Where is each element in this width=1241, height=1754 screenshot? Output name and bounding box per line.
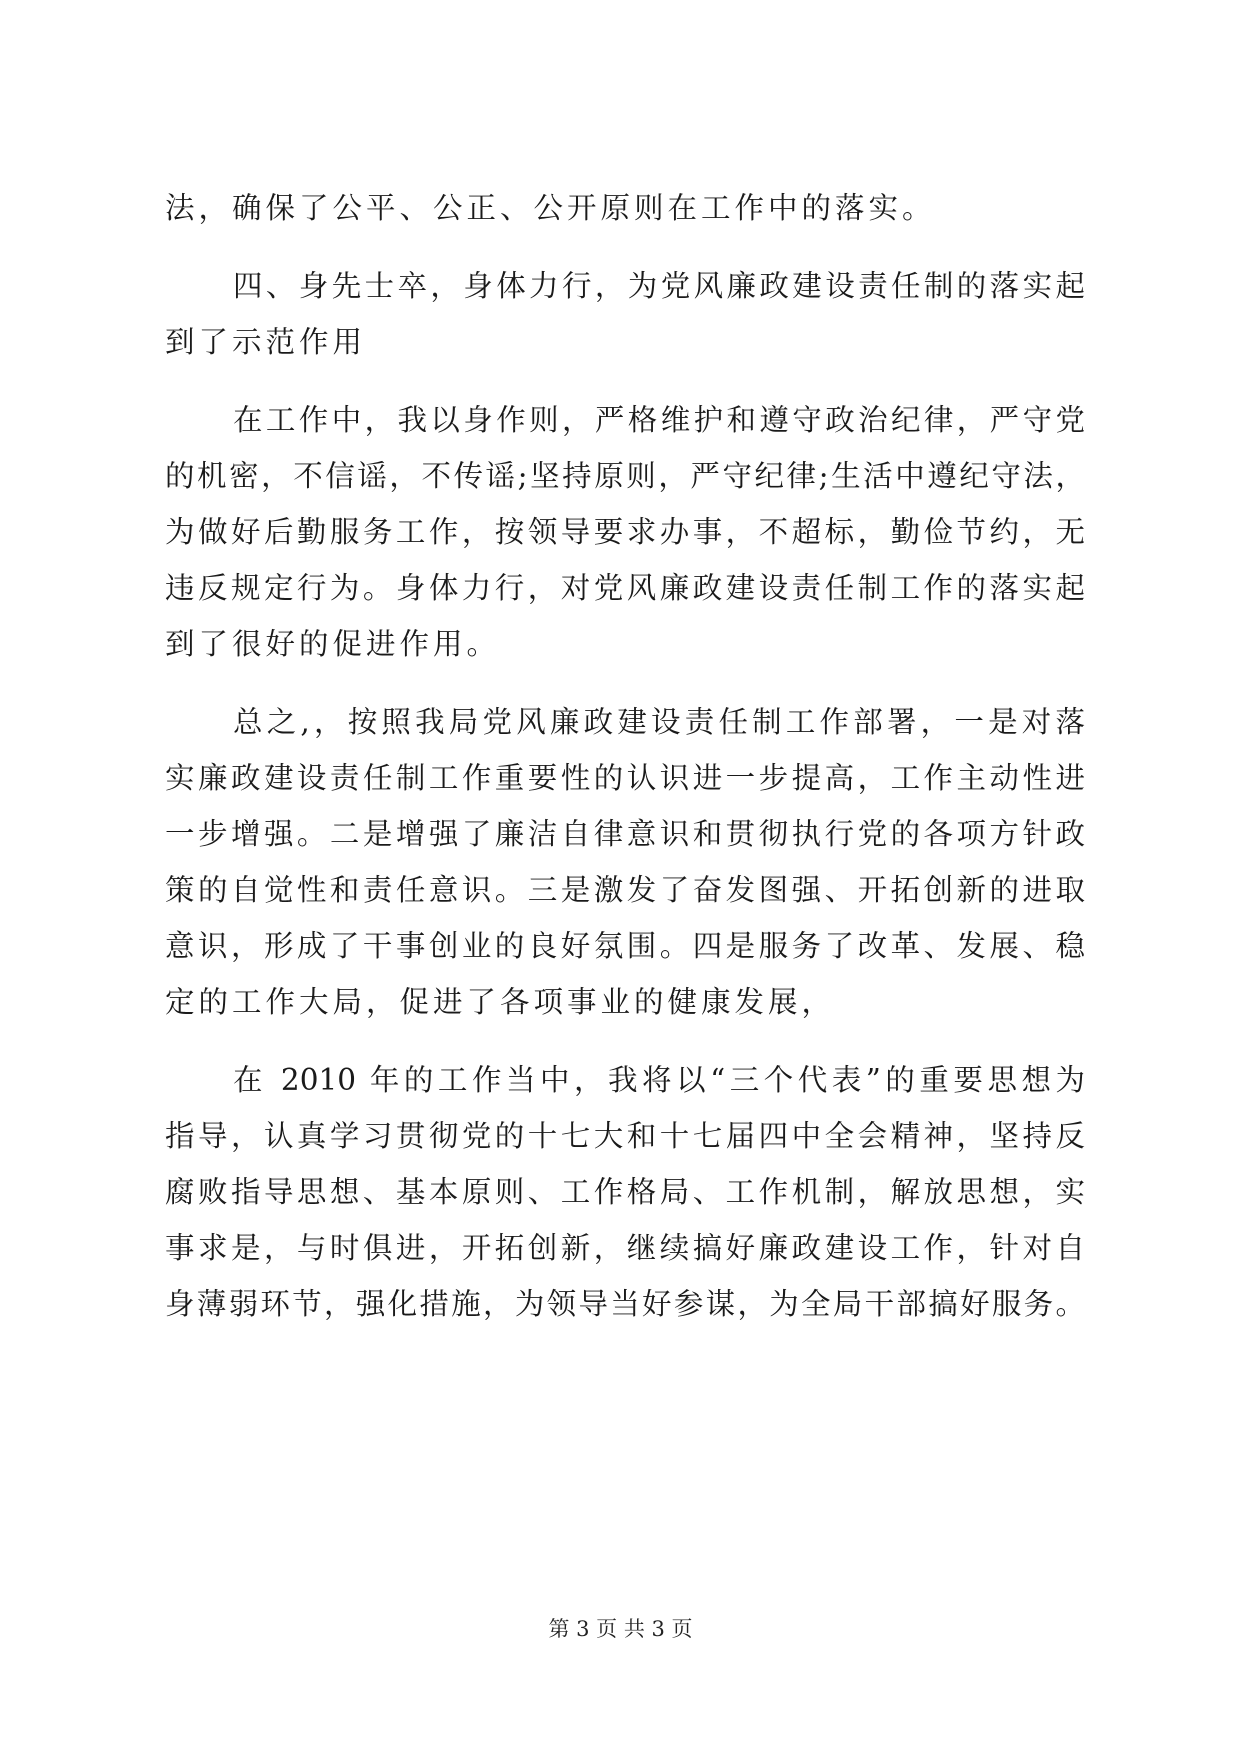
line: 事求是，与时俱进，开拓创新，继续搞好廉政建设工作，针对自	[165, 1231, 1085, 1265]
line: 到了示范作用	[165, 325, 367, 359]
line: 违反规定行为。身体力行，对党风廉政建设责任制工作的落实起	[165, 571, 1085, 605]
line: 总之,，按照我局党风廉政建设责任制工作部署，一是对落	[233, 705, 1085, 739]
line: 的机密，不信谣，不传谣;坚持原则，严守纪律;生活中遵纪守法，	[165, 459, 1085, 493]
line: 意识，形成了干事创业的良好氛围。四是服务了改革、发展、稳	[165, 929, 1085, 963]
line: 法，确保了公平、公正、公开原则在工作中的落实。	[165, 191, 936, 225]
line: 在 2010 年的工作当中，我将以“三个代表”的重要思想为	[233, 1063, 1085, 1097]
line: 一步增强。二是增强了廉洁自律意识和贯彻执行党的各项方针政	[165, 817, 1085, 851]
line: 身薄弱环节，强化措施，为领导当好参谋，为全局干部搞好服务。	[165, 1287, 1085, 1321]
line: 在工作中，我以身作则，严格维护和遵守政治纪律，严守党	[233, 403, 1085, 437]
line: 实廉政建设责任制工作重要性的认识进一步提高，工作主动性进	[165, 761, 1085, 795]
line: 到了很好的促进作用。	[165, 627, 501, 661]
line: 定的工作大局，促进了各项事业的健康发展，	[165, 985, 836, 1019]
line: 腐败指导思想、基本原则、工作格局、工作机制，解放思想，实	[165, 1175, 1085, 1209]
line: 策的自觉性和责任意识。三是激发了奋发图强、开拓创新的进取	[165, 873, 1085, 907]
line: 四、身先士卒，身体力行，为党风廉政建设责任制的落实起	[233, 269, 1085, 303]
line: 为做好后勤服务工作，按领导要求办事，不超标，勤俭节约，无	[165, 515, 1085, 549]
page-number-footer: 第 3 页 共 3 页	[548, 1617, 693, 1641]
line: 指导，认真学习贯彻党的十七大和十七届四中全会精神，坚持反	[165, 1119, 1085, 1153]
